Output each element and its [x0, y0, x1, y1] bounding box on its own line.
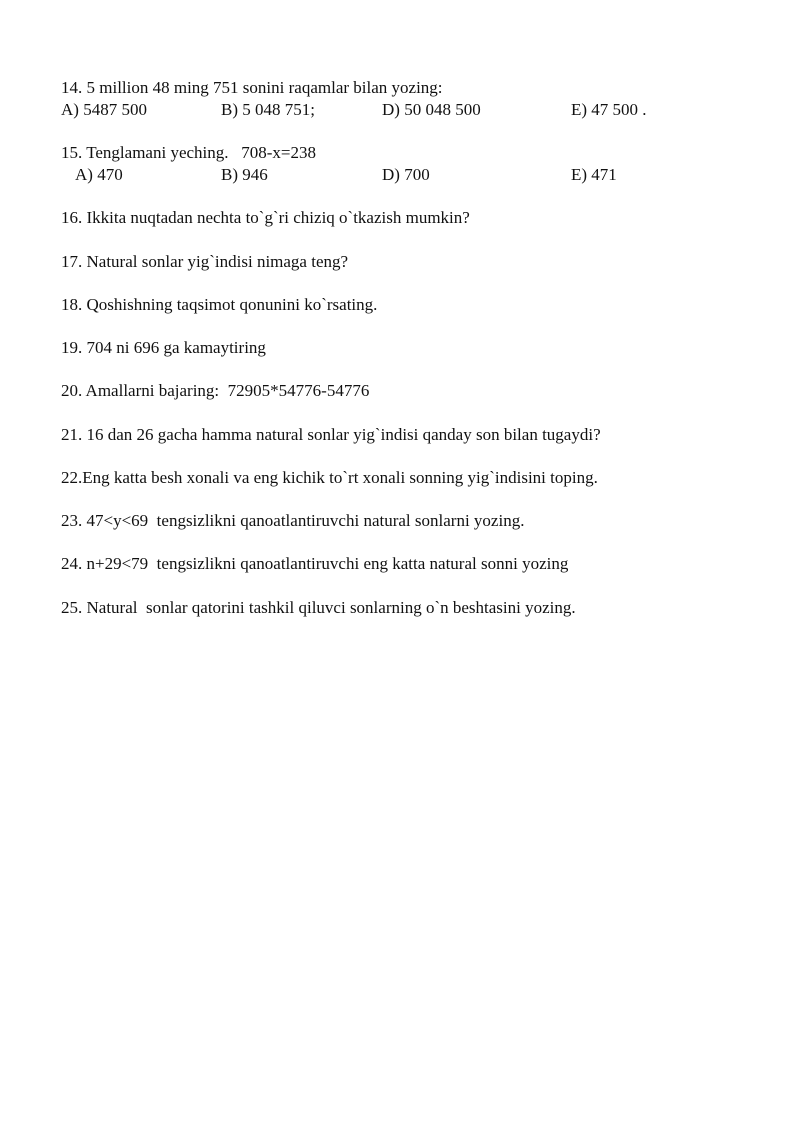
question-25: 25. Natural sonlar qatorini tashkil qiluvci sonlarning o`n beshtasini yozing.: [61, 598, 576, 617]
question-21: 21. 16 dan 26 gacha hamma natural sonlar yig`indisi qanday son bilan tugaydi?: [61, 425, 601, 444]
question-23: 23. 47<y<69 tengsizlikni qanoatlantiruvchi natural sonlarni yozing.: [61, 511, 525, 530]
question-18: 18. Qoshishning taqsimot qonunini ko`rsating.: [61, 295, 378, 314]
question-16: 16. Ikkita nuqtadan nechta to`g`ri chiziq o`tkazish mumkin?: [61, 208, 470, 227]
question-15-option-d: D) 700: [382, 165, 430, 184]
question-14-option-d: D) 50 048 500: [382, 100, 481, 119]
question-17: 17. Natural sonlar yig`indisi nimaga teng?: [61, 252, 349, 271]
question-14-option-b: B) 5 048 751;: [221, 100, 315, 119]
question-24: 24. n+29<79 tengsizlikni qanoatlantiruvchi eng katta natural sonni yozing: [61, 554, 569, 573]
question-15-option-a: A) 470: [75, 165, 123, 184]
question-14: 14. 5 million 48 ming 751 sonini raqamlar bilan yozing:: [61, 78, 443, 97]
question-15: 15. Tenglamani yeching. 708-x=238: [61, 143, 317, 162]
question-15-option-b: B) 946: [221, 165, 268, 184]
question-14-option-a: A) 5487 500: [61, 100, 147, 119]
question-15-option-e: E) 471: [571, 165, 617, 184]
question-19: 19. 704 ni 696 ga kamaytiring: [61, 338, 266, 357]
question-22: 22.Eng katta besh xonali va eng kichik to`rt xonali sonning yig`indisini toping.: [61, 468, 598, 487]
question-20: 20. Amallarni bajaring: 72905*54776-54776: [61, 381, 370, 400]
question-14-option-e: E) 47 500 .: [571, 100, 647, 119]
